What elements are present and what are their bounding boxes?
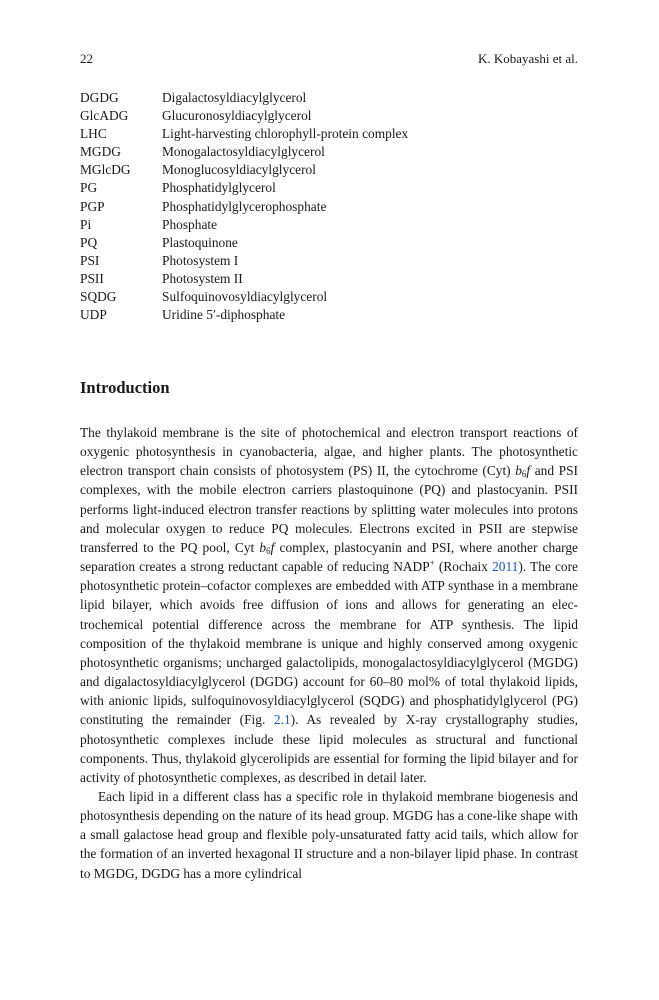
abbreviation-term: LHC: [80, 126, 107, 142]
abbreviation-term: PG: [80, 180, 98, 196]
abbreviation-row: [80, 234, 578, 252]
abbreviation-row: [80, 288, 578, 306]
abbreviation-row: [80, 270, 578, 288]
section-title: Introduction: [80, 378, 170, 397]
abbreviation-definition: Plastoquinone: [162, 234, 238, 250]
abbreviation-row: [80, 198, 578, 216]
abbreviation-term: Pi: [80, 216, 92, 232]
page-number: 22: [80, 51, 93, 66]
abbreviation-row: [80, 161, 578, 179]
figure-link[interactable]: 2.1: [273, 712, 291, 728]
paragraph-2: Each lipid in a different class has a specific role in thylakoid membrane biogenesis and photosynthesis depending on the nature of its head group. MGDG has a cone-like shape with a small galactose head group and flexible poly-unsaturated fatty acid tails, which allow for the formation of an inverted hexagonal II structure and a non-bilayer lipid phase. In contrast to MGDG, DGDG has a more cylindrical: [80, 788, 578, 881]
running-head: K. Kobayashi et al.: [477, 51, 578, 66]
abbreviation-row: [80, 89, 578, 107]
abbreviation-term: PGP: [80, 198, 105, 214]
abbreviation-row: [80, 143, 578, 161]
abbreviation-definition: Phosphate: [162, 216, 218, 232]
abbreviation-term: UDP: [80, 307, 107, 323]
abbreviation-term: PSI: [80, 252, 100, 268]
abbreviation-term: GlcADG: [80, 108, 129, 124]
abbreviation-term: PQ: [80, 234, 98, 250]
abbreviation-definition: Monogalactosyldiacylglycerol: [162, 144, 325, 160]
abbreviation-definition: Digalactosyldiacylglycerol: [162, 90, 307, 105]
abbreviation-definition: Phosphatidylglycerophosphate: [162, 198, 327, 214]
abbreviation-term: DGDG: [80, 90, 119, 105]
abbreviation-row: [80, 125, 578, 143]
abbreviation-row: [80, 306, 578, 324]
abbreviation-definition: Sulfoquinovosyldiacylglycerol: [162, 289, 328, 305]
abbreviation-row: [80, 107, 578, 125]
abbreviation-list: [80, 89, 578, 324]
abbreviation-definition: Light-harvesting chlorophyll-protein complex: [162, 126, 409, 142]
abbreviation-term: MGDG: [80, 144, 121, 160]
abbreviation-row: [80, 252, 578, 270]
paragraph-1: The thylakoid membrane is the site of photochemical and electron transport reactions of oxygenic photosynthesis in cyanobacteria, algae, and higher plants. The photosynthetic electron transport chain consists of photosystem (PS) II, the cytochrome (Cyt) $b_6f$ and PSI complexes, with the mobile electron carriers plastoquinone (PQ) and plastocyanin. PSII performs light-induced electron transfer reactions by splitting water molecules into protons and molecular oxygen to reduce PQ molecules. Electrons excited in PSII are stepwise transferred to the PQ pool, Cyt $b_6f$ complex, plastocyanin and PSI, where another charge separation creates a strong reductant capable of reducing NADP+ (Rochaix 2011). The core photosynthetic protein–cofactor complexes are embedded with ATP synthase in a membrane lipid bilayer, which avoids free diffusion of ions and allows for generating an electrochemical potential difference across the membrane for ATP synthesis. The lipid composition of the thylakoid membrane is unique and highly conserved among oxygenic photosynthetic organisms; uncharged galactolipids, monogalactosyldiacylglycerol (MGDG) and digalactosyldiacylglycerol (DGDG) account for 60–80 mol% of total thylakoid lipids, with anionic lipids, sulfoquinovosyldiacylglycerol (SQDG) and phosphatidylglycerol (PG) constituting the remainder (Fig. 2.1). As revealed by X-ray crystallography studies, photosynthetic complexes include these lipid molecules as structural and functional components. Thus, thylakoid glycerolipids are essential for forming the lipid bilayer and for activity of photosynthetic complexes, as described in detail later.: [80, 425, 579, 785]
abbreviation-term: MGlcDG: [80, 162, 131, 178]
abbreviation-definition: Photosystem I: [162, 252, 239, 268]
abbreviation-term: PSII: [80, 270, 104, 286]
abbreviation-term: SQDG: [80, 289, 117, 305]
abbreviation-row: [80, 179, 578, 197]
abbreviation-definition: Glucuronosyldiacylglycerol: [162, 108, 312, 124]
citation-link[interactable]: 2011: [492, 559, 519, 575]
abbreviation-definition: Photosystem II: [162, 270, 243, 286]
abbreviation-definition: Uridine 5′-diphosphate: [162, 307, 286, 323]
abbreviation-definition: Monoglucosyldiacylglycerol: [162, 162, 316, 178]
abbreviation-row: [80, 216, 578, 234]
abbreviation-definition: Phosphatidylglycerol: [162, 180, 276, 196]
body-text: [80, 423, 578, 883]
